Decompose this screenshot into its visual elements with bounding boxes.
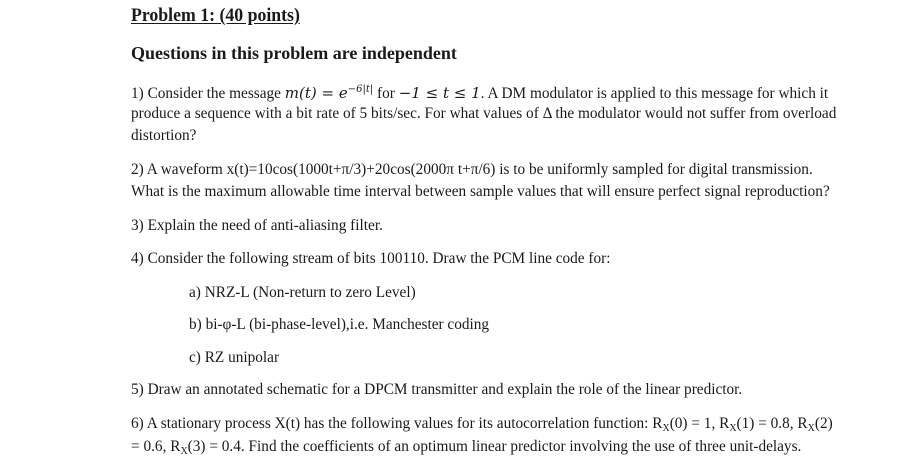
q1-suffix: . A DM modulator is applied to this message for which it <box>480 85 829 102</box>
q1-line-1 <box>131 80 828 104</box>
q5-line-1: 5) Draw an annotated schematic for a DPCM transmitter and explain the role of the linear predictor. <box>131 381 743 398</box>
q4-item-c: c) RZ unipolar <box>189 349 280 366</box>
q6-text-a: 6) A stationary process X(t) has the following values for its autocorrelation function: R <box>131 415 663 432</box>
q4-item-b: b) bi-φ-L (bi-phase-level),i.e. Manchester coding <box>189 316 490 333</box>
q4-line-1: 4) Consider the following stream of bits 100110. Draw the PCM line code for: <box>131 250 611 267</box>
q6-r0: (0) = 1, R <box>669 415 730 432</box>
q1-math-exponent: −6|t| <box>347 84 374 95</box>
q1-for-word: for <box>373 85 399 102</box>
q6-line-1 <box>131 414 833 439</box>
q6-r3: (3) = 0.4. Find the coefficients of an optimum linear predictor involving the use of three unit-delays. <box>187 438 802 455</box>
q6-line2-a: = 0.6, R <box>131 438 181 455</box>
q3-line-1: 3) Explain the need of anti-aliasing filter. <box>131 217 383 234</box>
q6-subscript-x: X <box>662 423 670 434</box>
q6-subscript-x: X <box>729 423 737 434</box>
q4-item-a: a) NRZ-L (Non-return to zero Level) <box>189 284 416 301</box>
problem-title: Problem 1: (40 points) <box>131 6 300 26</box>
q6-r1: (1) = 0.8, R <box>736 415 808 432</box>
q1-math-range: −1 ≤ t ≤ 1 <box>398 84 481 102</box>
q1-message-formula <box>285 84 373 102</box>
q2-line-1: 2) A waveform x(t)=10cos(1000t+π/3)+20cos(2000π t+π/6) is to be uniformly sampled for digital transmission. <box>131 161 813 178</box>
q1-math-lhs: m(t) = e <box>284 84 348 102</box>
q1-line-2: produce a sequence with a bit rate of 5 bits/sec. For what values of Δ the modulator would not suffer from overload <box>131 105 837 122</box>
q1-line-3: distortion? <box>131 127 197 144</box>
q6-subscript-x: X <box>180 446 188 457</box>
problem-subtitle: Questions in this problem are independent <box>131 43 457 63</box>
q6-line-2 <box>131 437 801 462</box>
q6-subscript-x: X <box>807 423 815 434</box>
q1-prefix: 1) Consider the message <box>131 85 285 102</box>
q2-line-2: What is the maximum allowable time interval between sample values that will ensure perfect signal reproduction? <box>131 183 830 200</box>
q6-r2: (2) <box>814 415 833 432</box>
